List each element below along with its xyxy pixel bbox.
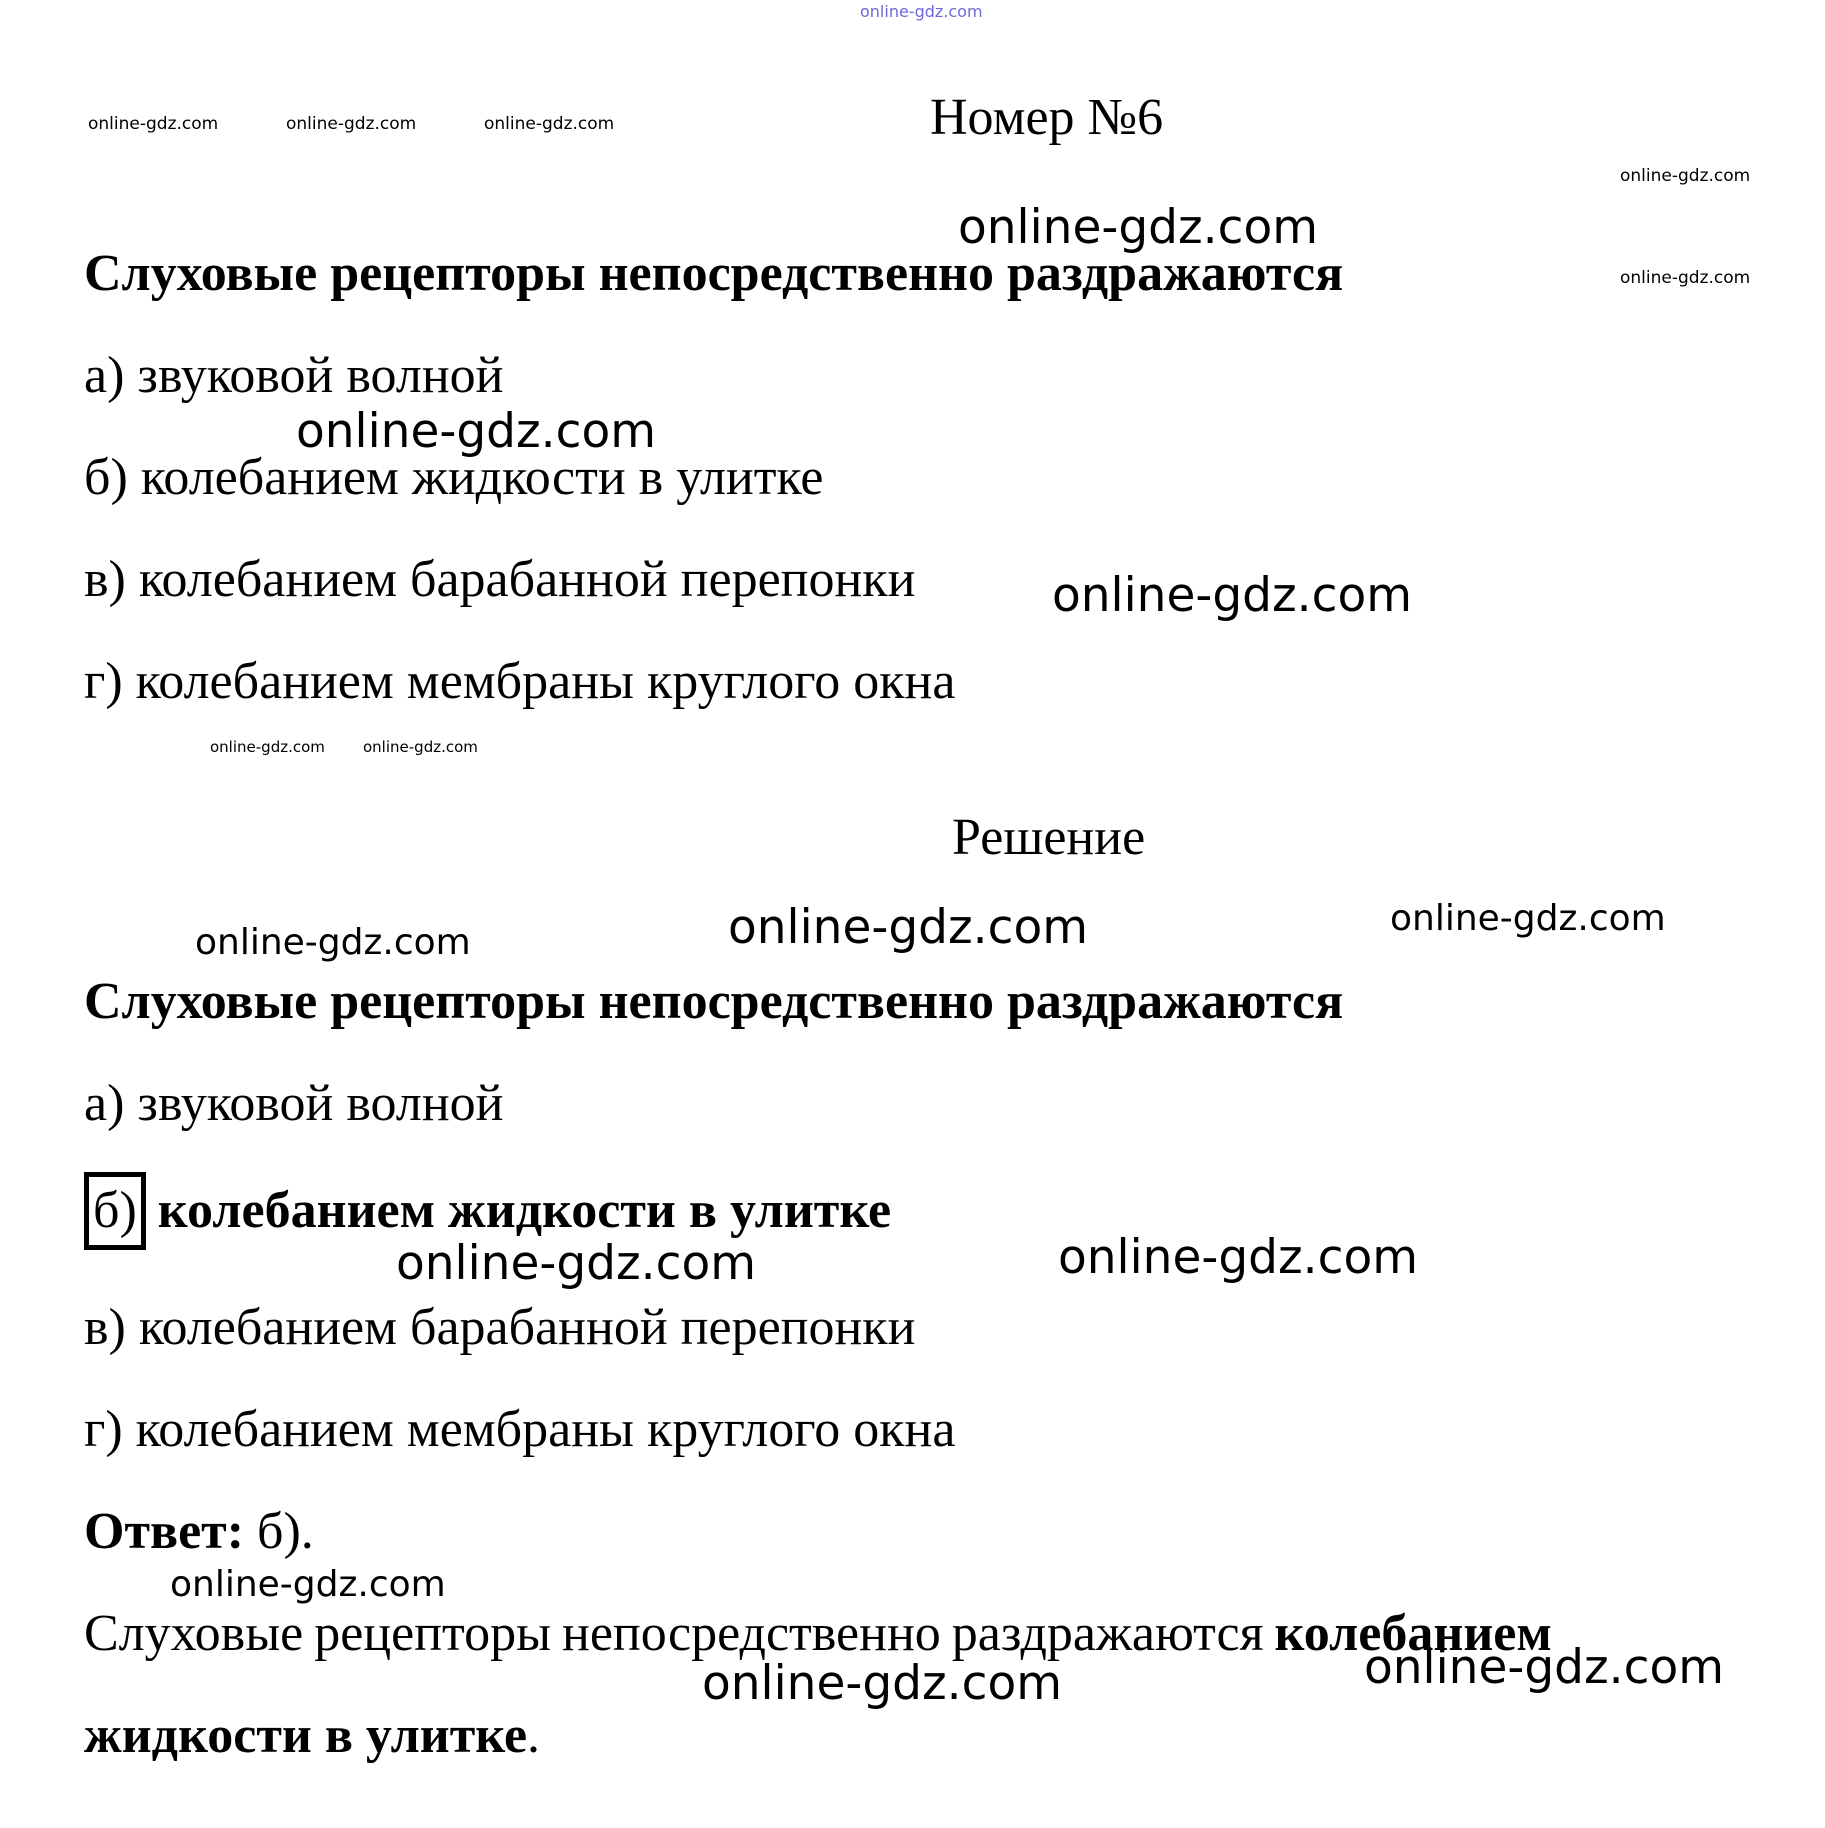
task-option-g: г) колебанием мембраны круглого окна bbox=[84, 653, 956, 710]
answer-line bbox=[84, 1502, 314, 1561]
watermark: online-gdz.com bbox=[88, 114, 219, 134]
task-option-a: а) звуковой волной bbox=[84, 347, 504, 404]
explanation-line-1 bbox=[84, 1604, 1552, 1663]
watermark: online-gdz.com bbox=[1620, 268, 1751, 288]
task-question: Слуховые рецепторы непосредственно раздражаются bbox=[84, 245, 1344, 302]
solution-option-b bbox=[84, 1172, 891, 1250]
watermark: online-gdz.com bbox=[170, 1564, 446, 1605]
watermark: online-gdz.com bbox=[958, 200, 1318, 255]
answer-box: б) bbox=[84, 1172, 146, 1250]
explanation-text: Слуховые рецепторы непосредственно раздражаются bbox=[84, 1605, 1264, 1662]
explanation-bold: колебанием bbox=[1274, 1605, 1552, 1662]
watermark: online-gdz.com bbox=[702, 1656, 1062, 1711]
solution-option-a: а) звуковой волной bbox=[84, 1075, 504, 1132]
explanation-end: . bbox=[527, 1707, 541, 1764]
watermark: online-gdz.com bbox=[286, 114, 417, 134]
answer-label: Ответ: bbox=[84, 1503, 245, 1560]
watermark: online-gdz.com bbox=[210, 738, 325, 756]
watermark: online-gdz.com bbox=[484, 114, 615, 134]
watermark: online-gdz.com bbox=[728, 900, 1088, 955]
watermark: online-gdz.com bbox=[396, 1236, 756, 1291]
answer-value: б). bbox=[257, 1503, 314, 1560]
watermark: online-gdz.com bbox=[195, 922, 471, 963]
solution-question: Слуховые рецепторы непосредственно раздражаются bbox=[84, 973, 1344, 1030]
task-title: Номер №6 bbox=[930, 89, 1164, 146]
solution-title: Решение bbox=[952, 809, 1146, 866]
watermark: online-gdz.com bbox=[296, 404, 656, 459]
watermark: online-gdz.com bbox=[1052, 568, 1412, 623]
watermark: online-gdz.com bbox=[1620, 166, 1751, 186]
explanation-bold: жидкости в улитке bbox=[84, 1707, 528, 1764]
watermark: online-gdz.com bbox=[363, 738, 478, 756]
task-option-b: б) колебанием жидкости в улитке bbox=[84, 449, 824, 506]
explanation-line-2 bbox=[84, 1706, 540, 1765]
solution-option-g: г) колебанием мембраны круглого окна bbox=[84, 1401, 956, 1458]
watermark: online-gdz.com bbox=[860, 2, 983, 21]
task-option-v: в) колебанием барабанной перепонки bbox=[84, 551, 916, 608]
correct-option-text: колебанием жидкости в улитке bbox=[157, 1182, 892, 1239]
watermark: online-gdz.com bbox=[1058, 1230, 1418, 1285]
solution-option-v: в) колебанием барабанной перепонки bbox=[84, 1299, 916, 1356]
watermark: online-gdz.com bbox=[1390, 898, 1666, 939]
watermark: online-gdz.com bbox=[1364, 1640, 1724, 1695]
